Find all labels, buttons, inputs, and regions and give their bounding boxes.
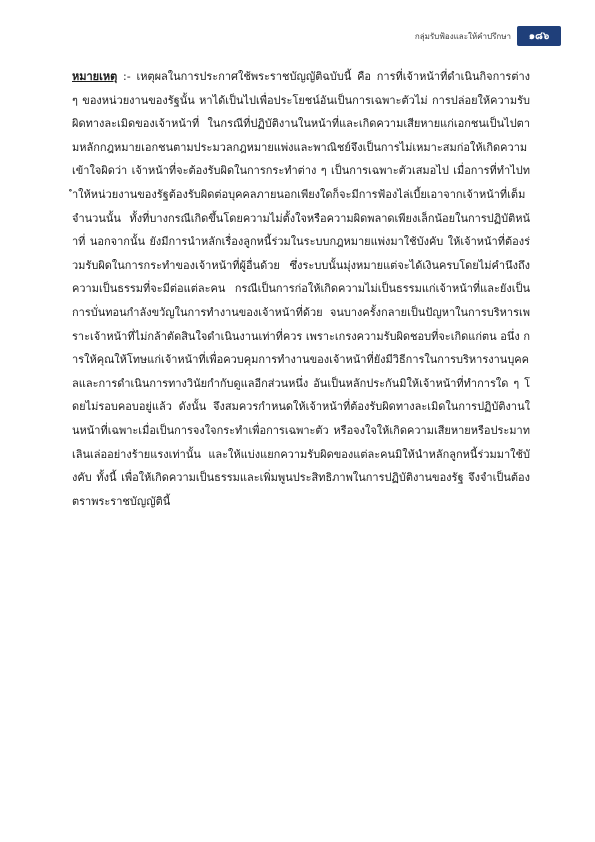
document-body [72,65,530,513]
note-paragraph [72,65,530,513]
note-separator: :- [117,70,137,83]
page-header [415,26,561,46]
header-title: กลุ่มรับฟ้องและให้คำปรึกษา [414,31,511,41]
note-text: เหตุผลในการประกาศใช้พระราชบัญญัติฉบับนี้ คือ การที่เจ้าหน้าที่ดำเนินกิจการต่าง ๆ ของหน่วยงานของรัฐนั้น หาได้เป็นไปเพื่อประโยชน์อันเป็นการเฉพาะตัวไม่ การปล่อยให้ความรับผิดทางละเมิดของเจ้าหน้าที่ ในกรณีที่ปฏิบัติงานในหน้าที่และเกิดความเสียหายแก่เอกชนเป็นไปตามหลักกฎหมายเอกชนตามประมวลกฎหมายแพ่งและพาณิชย์จึงเป็นการไม่เหมาะสมก่อให้เกิดความเข้าใจผิดว่า เจ้าหน้าที่จะต้องรับผิดในการกระทำต่าง ๆ เป็นการเฉพาะตัวเสมอไป เมื่อการที่ทำไปทำให้หน่วยงานของรัฐต้องรับผิดต่อบุคคลภายนอกเพียงใดก็จะมีการฟ้องไล่เบี้ยเอาจากเจ้าหน้าที่เต็มจำนวนนั้น ทั้งที่บางกรณีเกิดขึ้นโดยความไม่ตั้งใจหรือความผิดพลาดเพียงเล็กน้อยในการปฏิบัติหน้าที่ นอกจากนั้น ยังมีการนำหลักเรื่องลูกหนี้ร่วมในระบบกฎหมายแพ่งมาใช้บังคับ ให้เจ้าหน้าที่ต้องร่วมรับผิดในการกระทำของเจ้าหน้าที่ผู้อื่นด้วย ซึ่งระบบนั้นมุ่งหมายแต่จะได้เงินครบโดยไม่คำนึงถึงความเป็นธรรมที่จะมีต่อแต่ละคน กรณีเป็นการก่อให้เกิดความไม่เป็นธรรมแก่เจ้าหน้าที่และยังเป็นการบั่นทอนกำลังขวัญในการทำงานของเจ้าหน้าที่ด้วย จนบางครั้งกลายเป็นปัญหาในการบริหารเพราะเจ้าหน้าที่ไม่กล้าตัดสินใจดำเนินงานเท่าที่ควร เพราะเกรงความรับผิดชอบที่จะเกิดแก่ตน อนึ่ง การให้คุณให้โทษแก่เจ้าหน้าที่เพื่อควบคุมการทำงานของเจ้าหน้าที่ยังมีวิธีการในการบริหารงานบุคคลและการดำเนินการทางวินัยกำกับดูแลอีกส่วนหนึ่ง อันเป็นหลักประกันมิให้เจ้าหน้าที่ทำการใด ๆ โดยไม่รอบคอบอยู่แล้ว ดังนั้น จึงสมควรกำหนดให้เจ้าหน้าที่ต้องรับผิดทางละเมิดในการปฏิบัติงานในหน้าที่เฉพาะเมื่อเป็นการจงใจกระทำเพื่อการเฉพาะตัว หรือจงใจให้เกิดความเสียหายหรือประมาทเลินเล่ออย่างร้ายแรงเท่านั้น และให้แบ่งแยกความรับผิดของแต่ละคนมิให้นำหลักลูกหนี้ร่วมมาใช้บังคับ ทั้งนี้ เพื่อให้เกิดความเป็นธรรมและเพิ่มพูนประสิทธิภาพในการปฏิบัติงานของรัฐ จึงจำเป็นต้องตราพระราชบัญญัตินี้ [72,70,531,508]
note-label: หมายเหตุ [72,70,118,83]
page-number-badge: ๑๘๖ [517,26,561,46]
